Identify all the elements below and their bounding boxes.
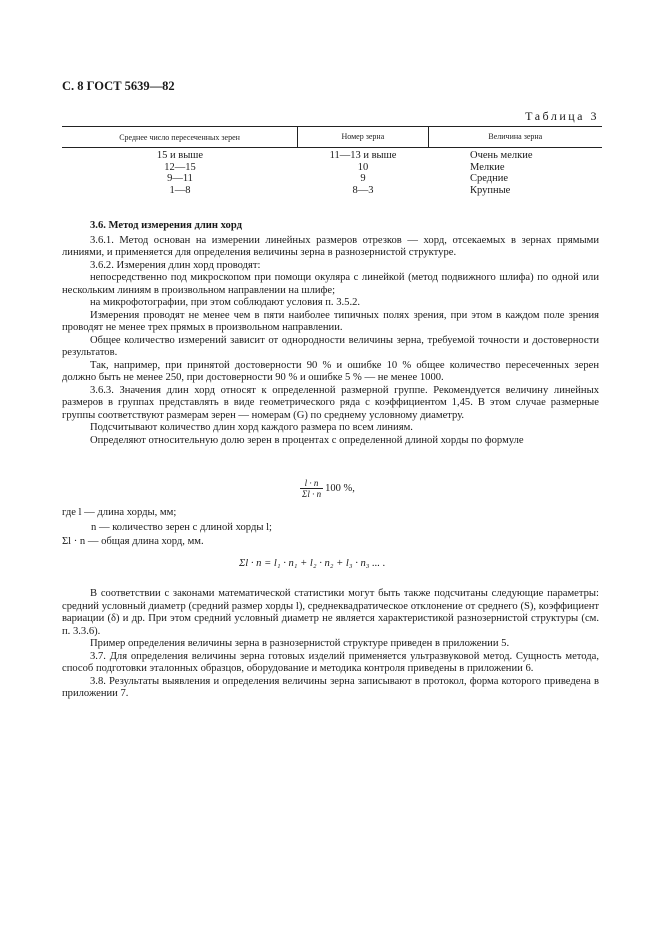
fraction-denominator: Σl · n [302,489,322,499]
table-column-grain-number [298,150,428,196]
paragraph: на микрофотографии, при этом соблюдают условия п. 3.5.2. [90,297,361,308]
page-header: С. 8 ГОСТ 5639—82 [62,79,175,93]
table-header-cell: Величина зерна [428,127,602,147]
paragraph: Измерения проводят не менее чем в пяти наиболее типичных полях зрения, при этом в каждом поле зрения проводят не менее трех прямых в произвольном направлении. [62,309,599,333]
table-cell: Крупные [470,184,511,196]
paragraph: 3.6.3. Значения длин хорд относят к определенной размерной группе. Рекомендуется величину линейных размеров в группах представлять в виде геометрического ряда с коэффициентом 1,45. В этом случае размерные группы соответствуют размерам зерен — номерам (G) по среднему условному диаметру. [62,384,599,421]
section-title: 3.6. Метод измерения длин хорд [90,220,242,231]
table-column-grain-size [428,150,602,196]
table-cell: 12—15 [164,161,196,173]
fraction-formula [300,478,355,499]
table-label: Таблица 3 [525,109,599,123]
paragraph: 3.7. Для определения величины зерна готовых изделий применяется ультразвуковой метод. Сущность метода, способ подготовки эталонных образцов, оборудование и методика контроля приведены в приложении 6. [62,650,599,674]
table-body [62,148,602,196]
paragraph: Определяют относительную долю зерен в процентах с определенной длиной хорды по формуле [90,434,524,446]
table-cell: 8—3 [352,184,374,196]
paragraph: 3.8. Результаты выявления и определения величины зерна записывают в протокол, форма которого приведена в приложении 7. [62,675,599,699]
table-cell: 11—13 и выше [329,150,397,161]
paragraph: Подсчитывают количество длин хорд каждого размера по всем линиям. [90,422,413,433]
table-cell: 9—11 [167,173,193,185]
definition-line: Σl · n — общая длина хорд, мм. [62,536,204,547]
fraction-numerator: l · n [304,478,319,488]
sum-formula: Σl · n = l₁ · n₁ + l₂ · n₂ + l₃ · n₃ ... . [239,558,386,569]
paragraph: Так, например, при принятой достоверности 90 % и ошибке 10 % общее количество пересеченных зерен должно быть не менее 250, при достоверности 90 % и ошибке 5 % — не менее 1000. [62,359,599,383]
main-text-continued [62,588,599,701]
table-cell: 9 [360,173,366,185]
table-cell: 15 и выше [156,150,204,161]
table-cell: Средние [470,173,509,185]
grain-size-table [62,126,602,196]
table-column-crossings [62,150,298,196]
definition-line: n — количество зерен с длиной хорды l; [91,521,272,533]
paragraph: Общее количество измерений зависит от однородности величины зерна, требуемой точности и достоверности результатов. [62,334,599,358]
paragraph: 3.6.1. Метод основан на измерении линейных размеров отрезков — хорд, отсекаемых в зернах прямыми линиями, и применяется для определения величины зерна в разнозернистой структуре. [62,234,599,258]
table-cell: Мелкие [470,161,505,173]
table-header-cell: Среднее число пересеченных зерен [119,132,240,142]
paragraph: В соответствии с законами математической статистики могут быть также подсчитаны следующие параметры: средний условный диаметр (средний размер хорды l), среднеквадратическое отклонение от среднего (S), коэффициент вариации (δ) и др. При этом средний условный диаметр не является характеристикой разнозернистой структуры (см. п. 3.3.6). [62,588,599,637]
table-cell: 10 [357,161,369,173]
main-text [62,220,599,447]
variable-definitions [62,506,272,550]
paragraph: 3.6.2. Измерения длин хорд проводят: [90,259,261,271]
table-header-row [62,127,602,147]
table-header-cell: Номер зерна [297,127,428,147]
fraction-suffix: 100 %, [325,483,355,494]
paragraph: Пример определения величины зерна в разнозернистой структуре приведен в приложении 5. [90,638,510,649]
fraction [300,478,323,499]
definition-line: где l — длина хорды, мм; [62,507,177,518]
table-cell: Очень мелкие [470,150,533,161]
table-cell: 1—8 [169,184,191,196]
paragraph: непосредственно под микроскопом при помощи окуляра с линейкой (метод подвижного шлифа) по одной или нескольким линиям в произвольном направлении на шлифе; [62,272,599,296]
